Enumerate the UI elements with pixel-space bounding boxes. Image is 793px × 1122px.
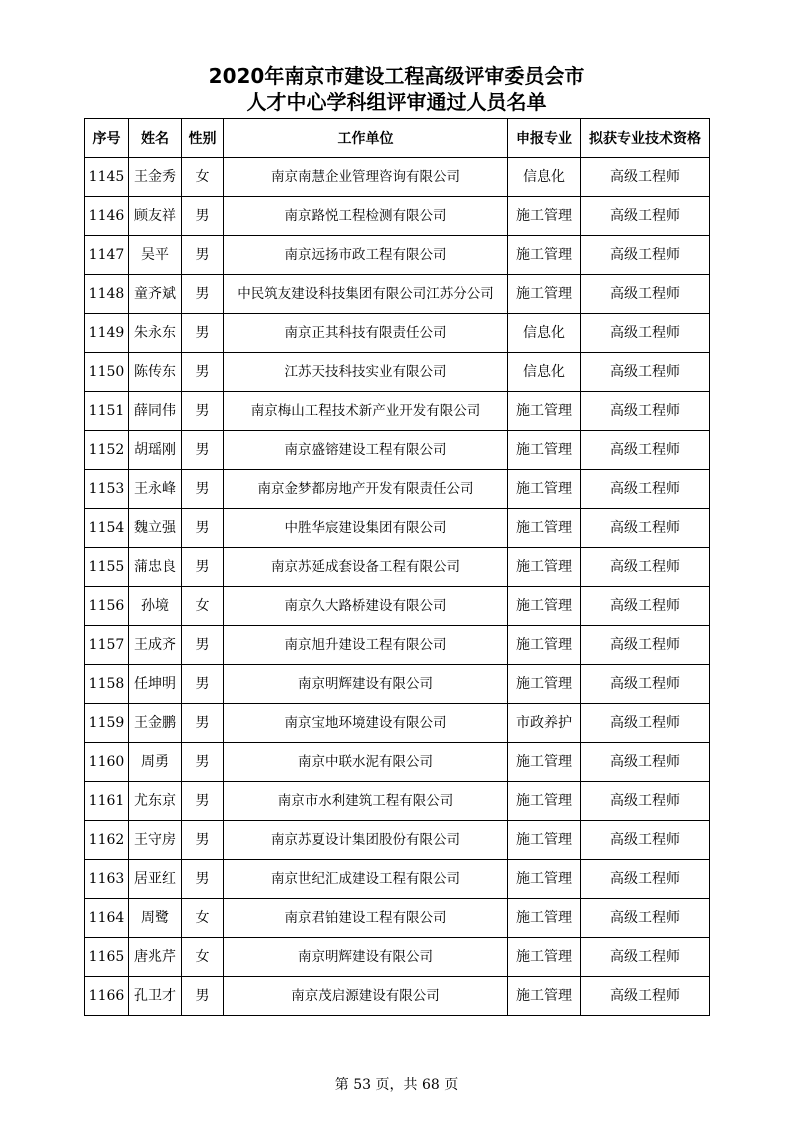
cell-gender: 男 [182, 821, 224, 860]
cell-major: 施工管理 [508, 821, 581, 860]
page-title-line-1: 2020年南京市建设工程高级评审委员会市 [208, 64, 585, 88]
cell-name: 任坤明 [129, 665, 182, 704]
cell-unit: 南京君铂建设工程有限公司 [224, 899, 508, 938]
cell-major: 信息化 [508, 158, 581, 197]
cell-gender: 男 [182, 509, 224, 548]
cell-gender: 男 [182, 743, 224, 782]
cell-no: 1149 [85, 314, 129, 353]
cell-unit: 南京正其科技有限责任公司 [224, 314, 508, 353]
cell-qualification: 高级工程师 [581, 665, 710, 704]
cell-name: 周鹭 [129, 899, 182, 938]
cell-major: 施工管理 [508, 743, 581, 782]
cell-gender: 男 [182, 314, 224, 353]
header-name: 姓名 [129, 119, 182, 158]
cell-no: 1163 [85, 860, 129, 899]
cell-major: 施工管理 [508, 548, 581, 587]
cell-name: 陈传东 [129, 353, 182, 392]
table-row [85, 626, 710, 665]
cell-qualification: 高级工程师 [581, 314, 710, 353]
cell-name: 蒲忠良 [129, 548, 182, 587]
table-row [85, 314, 710, 353]
cell-gender: 男 [182, 626, 224, 665]
cell-no: 1160 [85, 743, 129, 782]
cell-no: 1158 [85, 665, 129, 704]
cell-qualification: 高级工程师 [581, 860, 710, 899]
cell-no: 1150 [85, 353, 129, 392]
cell-name: 周勇 [129, 743, 182, 782]
table-row [85, 509, 710, 548]
cell-major: 施工管理 [508, 860, 581, 899]
cell-unit: 江苏天技科技实业有限公司 [224, 353, 508, 392]
cell-major: 施工管理 [508, 197, 581, 236]
cell-name: 王守房 [129, 821, 182, 860]
table-row [85, 821, 710, 860]
cell-gender: 男 [182, 548, 224, 587]
cell-name: 顾友祥 [129, 197, 182, 236]
cell-major: 施工管理 [508, 587, 581, 626]
cell-qualification: 高级工程师 [581, 548, 710, 587]
cell-unit: 南京南慧企业管理咨询有限公司 [224, 158, 508, 197]
cell-gender: 男 [182, 353, 224, 392]
table-row [85, 470, 710, 509]
table-row [85, 158, 710, 197]
cell-gender: 男 [182, 977, 224, 1016]
cell-name: 唐兆芹 [129, 938, 182, 977]
cell-unit: 南京明辉建设有限公司 [224, 665, 508, 704]
cell-qualification: 高级工程师 [581, 158, 710, 197]
cell-no: 1166 [85, 977, 129, 1016]
table-row [85, 548, 710, 587]
cell-unit: 南京苏夏设计集团股份有限公司 [224, 821, 508, 860]
page-title-line-2: 人才中心学科组评审通过人员名单 [246, 90, 547, 114]
cell-qualification: 高级工程师 [581, 353, 710, 392]
cell-qualification: 高级工程师 [581, 392, 710, 431]
header-unit: 工作单位 [224, 119, 508, 158]
cell-no: 1152 [85, 431, 129, 470]
table-row [85, 860, 710, 899]
table-row [85, 431, 710, 470]
cell-no: 1148 [85, 275, 129, 314]
cell-unit: 南京远扬市政工程有限公司 [224, 236, 508, 275]
cell-gender: 女 [182, 158, 224, 197]
table-row [85, 899, 710, 938]
cell-gender: 男 [182, 665, 224, 704]
cell-major: 施工管理 [508, 509, 581, 548]
cell-gender: 男 [182, 197, 224, 236]
cell-no: 1146 [85, 197, 129, 236]
cell-no: 1155 [85, 548, 129, 587]
cell-no: 1151 [85, 392, 129, 431]
cell-qualification: 高级工程师 [581, 509, 710, 548]
cell-major: 施工管理 [508, 626, 581, 665]
table-row [85, 392, 710, 431]
cell-qualification: 高级工程师 [581, 626, 710, 665]
cell-major: 施工管理 [508, 938, 581, 977]
table-row [85, 236, 710, 275]
cell-no: 1161 [85, 782, 129, 821]
cell-qualification: 高级工程师 [581, 236, 710, 275]
cell-qualification: 高级工程师 [581, 899, 710, 938]
table-row [85, 587, 710, 626]
cell-unit: 南京市水利建筑工程有限公司 [224, 782, 508, 821]
cell-no: 1153 [85, 470, 129, 509]
cell-gender: 男 [182, 860, 224, 899]
cell-unit: 中胜华宸建设集团有限公司 [224, 509, 508, 548]
cell-qualification: 高级工程师 [581, 431, 710, 470]
cell-no: 1157 [85, 626, 129, 665]
cell-qualification: 高级工程师 [581, 704, 710, 743]
cell-gender: 男 [182, 392, 224, 431]
cell-major: 施工管理 [508, 431, 581, 470]
cell-qualification: 高级工程师 [581, 743, 710, 782]
cell-major: 施工管理 [508, 470, 581, 509]
cell-name: 孙境 [129, 587, 182, 626]
cell-name: 王金鹏 [129, 704, 182, 743]
table-row [85, 704, 710, 743]
cell-name: 尤东京 [129, 782, 182, 821]
cell-name: 王永峰 [129, 470, 182, 509]
table-row [85, 197, 710, 236]
cell-qualification: 高级工程师 [581, 197, 710, 236]
cell-gender: 女 [182, 938, 224, 977]
cell-name: 孔卫才 [129, 977, 182, 1016]
cell-no: 1162 [85, 821, 129, 860]
cell-qualification: 高级工程师 [581, 938, 710, 977]
cell-major: 市政养护 [508, 704, 581, 743]
cell-name: 王成齐 [129, 626, 182, 665]
table-row [85, 275, 710, 314]
cell-unit: 南京路悦工程检测有限公司 [224, 197, 508, 236]
table-header-row [85, 119, 710, 158]
cell-unit: 南京久大路桥建设有限公司 [224, 587, 508, 626]
cell-name: 魏立强 [129, 509, 182, 548]
header-gender: 性别 [182, 119, 224, 158]
cell-major: 施工管理 [508, 782, 581, 821]
cell-qualification: 高级工程师 [581, 821, 710, 860]
table-row [85, 353, 710, 392]
cell-name: 薛同伟 [129, 392, 182, 431]
cell-unit: 南京盛镕建设工程有限公司 [224, 431, 508, 470]
cell-name: 王金秀 [129, 158, 182, 197]
cell-major: 施工管理 [508, 665, 581, 704]
cell-unit: 南京金梦都房地产开发有限责任公司 [224, 470, 508, 509]
cell-name: 居亚红 [129, 860, 182, 899]
cell-name: 吴平 [129, 236, 182, 275]
cell-name: 朱永东 [129, 314, 182, 353]
cell-qualification: 高级工程师 [581, 470, 710, 509]
cell-name: 童齐斌 [129, 275, 182, 314]
cell-major: 信息化 [508, 314, 581, 353]
cell-qualification: 高级工程师 [581, 782, 710, 821]
table-row [85, 938, 710, 977]
cell-unit: 南京茂启源建设有限公司 [224, 977, 508, 1016]
cell-unit: 南京宝地环境建设有限公司 [224, 704, 508, 743]
page-footer: 第 53 页，共 68 页 [334, 1077, 459, 1093]
cell-no: 1164 [85, 899, 129, 938]
cell-unit: 南京世纪汇成建设工程有限公司 [224, 860, 508, 899]
cell-gender: 女 [182, 587, 224, 626]
personnel-table [84, 118, 710, 1016]
cell-gender: 男 [182, 704, 224, 743]
table-row [85, 665, 710, 704]
cell-gender: 男 [182, 236, 224, 275]
cell-gender: 男 [182, 782, 224, 821]
cell-major: 施工管理 [508, 392, 581, 431]
cell-unit: 南京梅山工程技术新产业开发有限公司 [224, 392, 508, 431]
cell-qualification: 高级工程师 [581, 275, 710, 314]
cell-unit: 南京中联水泥有限公司 [224, 743, 508, 782]
cell-unit: 南京苏延成套设备工程有限公司 [224, 548, 508, 587]
cell-gender: 男 [182, 470, 224, 509]
cell-no: 1159 [85, 704, 129, 743]
cell-no: 1145 [85, 158, 129, 197]
cell-unit: 南京明辉建设有限公司 [224, 938, 508, 977]
cell-major: 施工管理 [508, 899, 581, 938]
cell-name: 胡瑶刚 [129, 431, 182, 470]
cell-no: 1147 [85, 236, 129, 275]
cell-major: 施工管理 [508, 977, 581, 1016]
cell-qualification: 高级工程师 [581, 977, 710, 1016]
header-major: 申报专业 [508, 119, 581, 158]
cell-major: 施工管理 [508, 236, 581, 275]
cell-major: 信息化 [508, 353, 581, 392]
cell-major: 施工管理 [508, 275, 581, 314]
cell-no: 1154 [85, 509, 129, 548]
cell-unit: 中民筑友建设科技集团有限公司江苏分公司 [224, 275, 508, 314]
table-row [85, 743, 710, 782]
cell-gender: 男 [182, 275, 224, 314]
cell-unit: 南京旭升建设工程有限公司 [224, 626, 508, 665]
header-no: 序号 [85, 119, 129, 158]
cell-gender: 女 [182, 899, 224, 938]
table-row [85, 782, 710, 821]
table-row [85, 977, 710, 1016]
cell-qualification: 高级工程师 [581, 587, 710, 626]
cell-no: 1165 [85, 938, 129, 977]
cell-gender: 男 [182, 431, 224, 470]
cell-no: 1156 [85, 587, 129, 626]
header-qualification: 拟获专业技术资格 [581, 119, 710, 158]
